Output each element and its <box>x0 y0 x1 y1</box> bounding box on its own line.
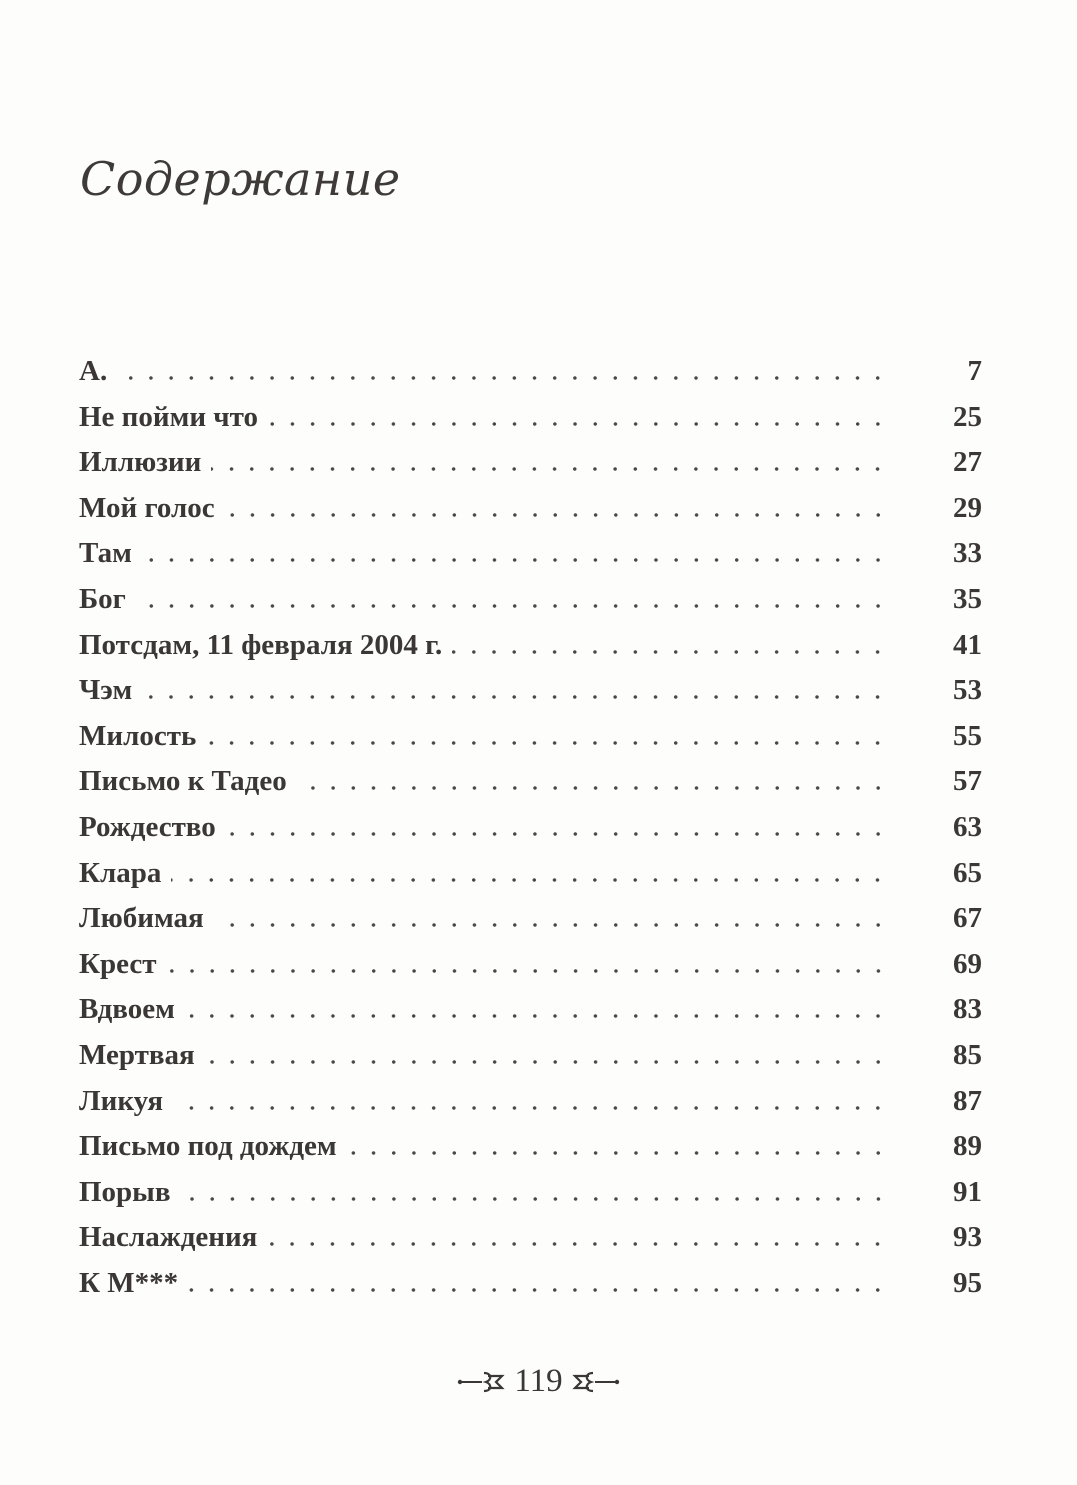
toc-dot-leader <box>173 1106 888 1110</box>
toc-entry[interactable] <box>79 811 982 857</box>
toc-dot-leader <box>268 422 888 426</box>
toc-entry-page: 87 <box>953 1084 982 1117</box>
toc-entry-page: 69 <box>953 947 982 980</box>
toc-entry[interactable] <box>79 1039 982 1085</box>
page-number: 119 <box>514 1363 563 1399</box>
toc-entry-page: 55 <box>953 719 982 752</box>
toc-entry[interactable] <box>79 401 982 447</box>
toc-entry[interactable] <box>79 674 982 720</box>
toc-dot-leader <box>142 558 888 562</box>
toc-dot-leader <box>347 1151 888 1155</box>
toc-entry[interactable] <box>79 446 982 492</box>
toc-dot-leader <box>205 1060 888 1064</box>
toc-entry-page: 57 <box>953 765 982 798</box>
toc-entry-title: Порыв <box>79 1175 171 1208</box>
toc-entry[interactable] <box>79 765 982 811</box>
toc-entry-title: Мой голос <box>79 491 215 524</box>
toc-entry[interactable] <box>79 1221 982 1267</box>
toc-entry[interactable] <box>79 902 982 948</box>
toc-entry[interactable] <box>79 1130 982 1176</box>
toc-dot-leader <box>142 695 888 699</box>
toc-entry-title: Не пойми что <box>79 400 259 433</box>
toc-entry-page: 29 <box>953 491 982 524</box>
toc-entry-page: 35 <box>953 582 982 615</box>
toc-dot-leader <box>185 1014 888 1018</box>
toc-dot-leader <box>211 467 888 471</box>
toc-dot-leader <box>117 376 888 380</box>
toc-entry-page: 93 <box>953 1221 982 1254</box>
toc-dot-leader <box>167 969 889 973</box>
toc-dot-leader <box>136 604 888 608</box>
toc-entry-title: Вдвоем <box>79 993 175 1026</box>
toc-entry-title: Рождество <box>79 810 216 843</box>
toc-dot-leader <box>452 650 888 654</box>
toc-entry[interactable] <box>79 720 982 766</box>
toc-entry-page: 33 <box>953 537 982 570</box>
toc-entry[interactable] <box>79 492 982 538</box>
ornament-left-icon <box>456 1370 506 1394</box>
toc-entry-page: 63 <box>953 810 982 843</box>
toc-entry-page: 83 <box>953 993 982 1026</box>
toc-entry-title: Клара <box>79 856 162 889</box>
toc-entry-title: К М*** <box>79 1266 179 1299</box>
toc-entry[interactable] <box>79 537 982 583</box>
toc-entry-title: Бог <box>79 582 126 615</box>
toc-dot-leader <box>214 923 888 927</box>
toc-entry-title: Письмо под дождем <box>79 1130 337 1163</box>
toc-dot-leader <box>297 786 888 790</box>
toc-entry[interactable] <box>79 948 982 994</box>
toc-entry-title: Наслаждения <box>79 1221 258 1254</box>
toc-entry-page: 25 <box>953 400 982 433</box>
toc-entry-title: Потсдам, 11 февраля 2004 г. <box>79 628 443 661</box>
toc-dot-leader <box>225 513 888 517</box>
toc-entry-title: А. <box>79 355 108 387</box>
toc-entry[interactable] <box>79 1085 982 1131</box>
toc-entry-title: Мертвая <box>79 1038 195 1071</box>
toc-entry-title: Иллюзии <box>79 446 202 479</box>
toc-entry-page: 89 <box>953 1130 982 1163</box>
page-title: Содержание <box>80 152 401 206</box>
toc-entry[interactable] <box>79 355 982 401</box>
toc-entry-page: 65 <box>953 856 982 889</box>
toc-dot-leader <box>188 1288 888 1292</box>
toc-entry-page: 41 <box>953 628 982 661</box>
toc-entry-page: 7 <box>967 355 982 387</box>
toc-entry-title: Чэм <box>79 674 133 707</box>
toc-entry-page: 95 <box>953 1266 982 1299</box>
toc-entry[interactable] <box>79 583 982 629</box>
toc-dot-leader <box>171 878 888 882</box>
toc-entry-page: 67 <box>953 902 982 935</box>
toc-dot-leader <box>226 832 888 836</box>
toc-entry[interactable] <box>79 993 982 1039</box>
toc-entry-page: 85 <box>953 1038 982 1071</box>
ornament-right-icon <box>571 1370 621 1394</box>
toc-dot-leader <box>181 1197 889 1201</box>
toc-entry-title: Там <box>79 537 132 570</box>
toc-entry[interactable] <box>79 1267 982 1313</box>
table-of-contents <box>79 355 982 1312</box>
page-folio <box>0 1363 1077 1400</box>
toc-entry-title: Ликуя <box>79 1084 164 1117</box>
toc-entry-title: Милость <box>79 719 197 752</box>
toc-entry-page: 53 <box>953 674 982 707</box>
toc-entry-title: Любимая <box>79 902 204 935</box>
toc-entry[interactable] <box>79 857 982 903</box>
toc-entry[interactable] <box>79 629 982 675</box>
toc-dot-leader <box>206 741 888 745</box>
toc-entry-page: 27 <box>953 446 982 479</box>
toc-entry-page: 91 <box>953 1175 982 1208</box>
toc-entry-title: Крест <box>79 947 157 980</box>
toc-dot-leader <box>267 1242 888 1246</box>
toc-entry[interactable] <box>79 1176 982 1222</box>
toc-entry-title: Письмо к Тадео <box>79 765 287 798</box>
